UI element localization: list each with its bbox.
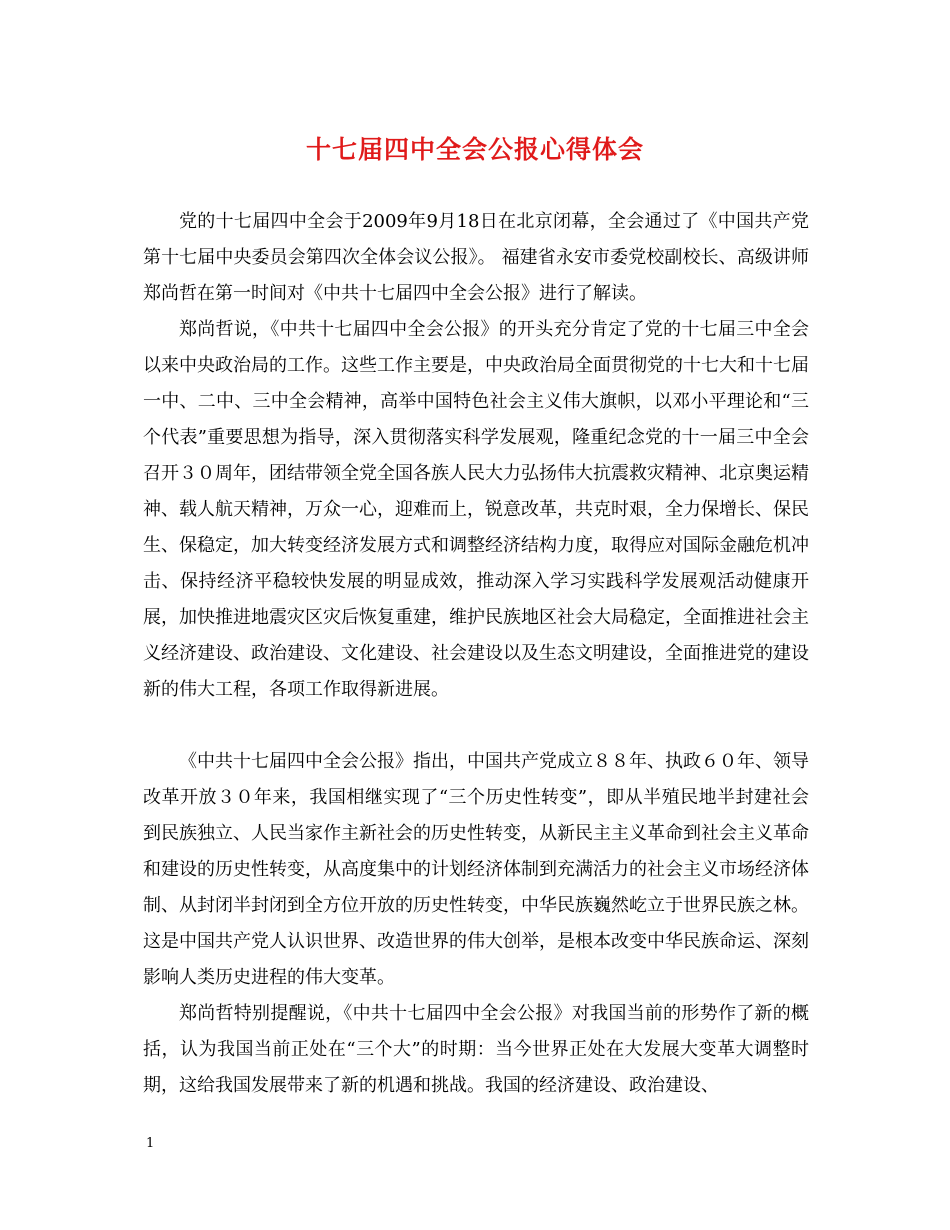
- page-number: 1: [146, 1136, 155, 1151]
- paragraph-2: 郑尚哲说，《中共十七届四中全会公报》的开头充分肯定了党的十七届三中全会以来中央政治局的工作。这些工作主要是，中央政治局全面贯彻党的十七大和十七届一中、二中、三中全会精神，高举中国特色社会主义伟大旗帜，以邓小平理论和“三个代表”重要思想为指导，深入贯彻落实科学发展观，隆重纪念党的十一届三中全会召开３０周年，团结带领全党全国各族人民大力弘扬伟大抗震救灾精神、北京奥运精神、载人航天精神，万众一心，迎难而上，锐意改革，共克时艰，全力保增长、保民生、保稳定，加大转变经济发展方式和调整经济结构力度，取得应对国际金融危机冲击、保持经济平稳较快发展的明显成效，推动深入学习实践科学发展观活动健康开展，加快推进地震灾区灾后恢复重建，维护民族地区社会大局稳定，全面推进社会主义经济建设、政治建设、文化建设、社会建设以及生态文明建设，全面推进党的建设新的伟大工程，各项工作取得新进展。: [143, 319, 809, 700]
- document-body: [143, 204, 809, 1104]
- paragraph-1: 党的十七届四中全会于2009年9月18日在北京闭幕，全会通过了《中国共产党第十七届中央委员会第四次全体会议公报》。 福建省永安市委党校副校长、高级讲师郑尚哲在第一时间对《中共十七届四中全会公报》进行了解读。: [143, 211, 809, 304]
- document-title: 十七届四中全会公报心得体会: [305, 135, 644, 164]
- paragraph-4: 郑尚哲特别提醒说，《中共十七届四中全会公报》对我国当前的形势作了新的概括，认为我国当前正处在“三个大”的时期：当今世界正处在大发展大变革大调整时期，这给我国发展带来了新的机遇和挑战。我国的经济建设、政治建设、: [143, 1003, 809, 1096]
- paragraph-3: 《中共十七届四中全会公报》指出，中国共产党成立８８年、执政６０年、领导改革开放３０年来，我国相继实现了“三个历史性转变”，即从半殖民地半封建社会到民族独立、人民当家作主新社会的历史性转变，从新民主主义革命到社会主义革命和建设的历史性转变，从高度集中的计划经济体制到充满活力的社会主义市场经济体制、从封闭半封闭到全方位开放的历史性转变，中华民族巍然屹立于世界民族之林。这是中国共产党人认识世界、改造世界的伟大创举，是根本改变中华民族命运、深刻影响人类历史进程的伟大变革。: [143, 751, 809, 988]
